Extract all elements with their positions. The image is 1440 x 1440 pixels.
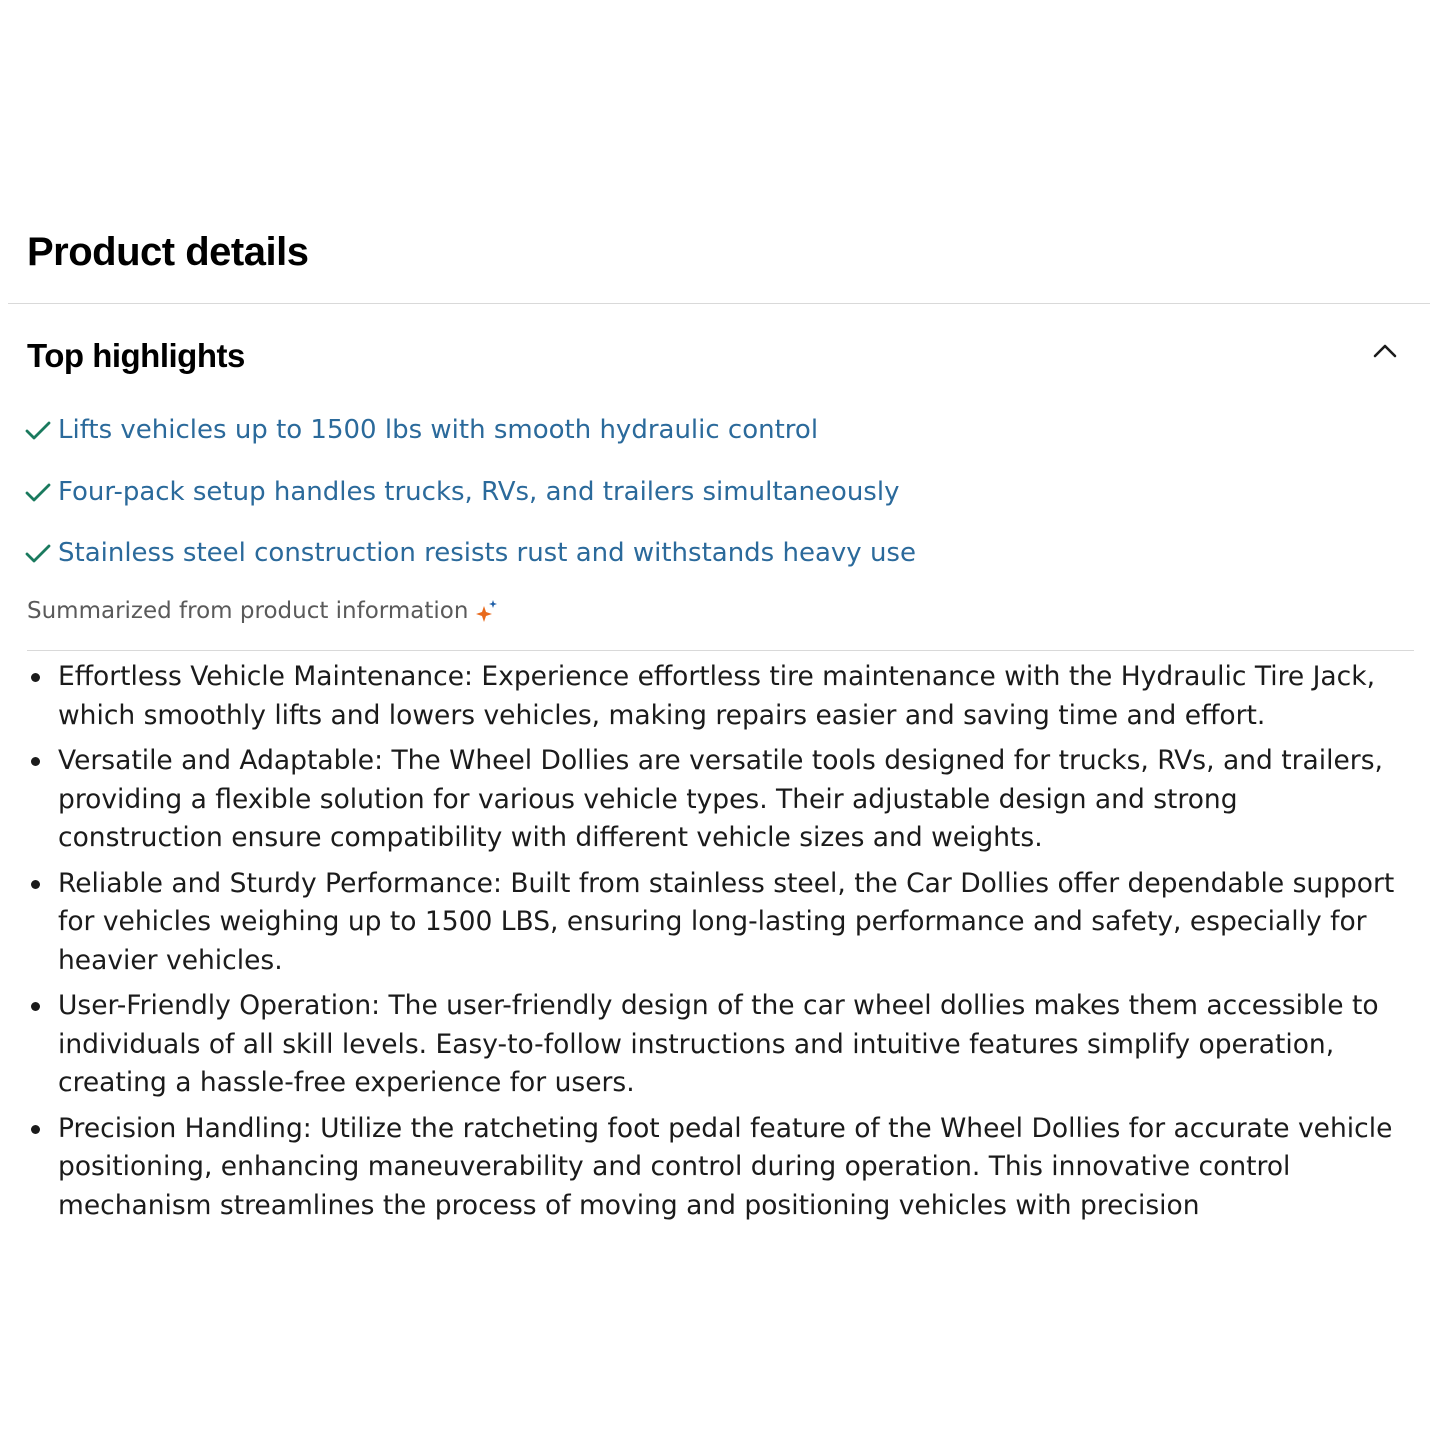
highlight-item (24, 408, 916, 452)
highlight-text: Four-pack setup handles trucks, RVs, and trailers simultaneously (58, 476, 900, 507)
bullet-dot (31, 1125, 40, 1134)
detail-text: Reliable and Sturdy Performance: Built from stainless steel, the Car Dollies offer dependable support (58, 867, 1395, 899)
product-details-list (58, 658, 1430, 1232)
detail-text: individuals of all skill levels. Easy-to-follow instructions and intuitive features simplify operation, (58, 1028, 1335, 1060)
detail-item (58, 865, 1430, 981)
detail-text: Precision Handling: Utilize the ratcheting foot pedal feature of the Wheel Dollies for accurate vehicle (58, 1112, 1393, 1144)
section-title: Top highlights (27, 337, 245, 374)
detail-text: Versatile and Adaptable: The Wheel Dollies are versatile tools designed for trucks, RVs, and trailers, (58, 745, 1383, 776)
page-title: Product details (27, 230, 309, 274)
detail-text: creating a hassle-free experience for users. (58, 1067, 635, 1098)
detail-text: Effortless Vehicle Maintenance: Experience effortless tire maintenance with the Hydraulic Tire Jack, (58, 661, 1376, 692)
collapse-button[interactable] (1366, 332, 1404, 370)
sparkle-icon (474, 598, 500, 624)
detail-text: construction ensure compatibility with different vehicle sizes and weights. (58, 822, 1043, 853)
detail-text: mechanism streamlines the process of moving and positioning vehicles with precision (58, 1189, 1200, 1221)
detail-item (58, 742, 1430, 858)
detail-text: providing a flexible solution for various vehicle types. Their adjustable design and strong (58, 783, 1238, 815)
check-icon (24, 416, 52, 444)
detail-item (58, 1110, 1430, 1226)
highlight-text: Stainless steel construction resists rust and withstands heavy use (58, 538, 916, 568)
bullet-dot (31, 757, 40, 766)
top-highlights-header[interactable] (0, 330, 1440, 382)
summary-note (27, 592, 500, 630)
chevron-up-icon (1372, 338, 1398, 364)
divider (27, 650, 1414, 651)
check-icon (24, 539, 52, 567)
detail-item (58, 658, 1430, 735)
check-icon (24, 478, 52, 506)
bullet-dot (31, 673, 40, 682)
highlight-item (24, 470, 916, 514)
bullet-dot (31, 1002, 40, 1011)
detail-text: User-Friendly Operation: The user-friendly design of the car wheel dollies makes them accessible to (58, 990, 1379, 1021)
detail-text: for vehicles weighing up to 1500 LBS, ensuring long-lasting performance and safety, especially for (58, 906, 1367, 937)
bullet-dot (31, 880, 40, 889)
highlights-list (24, 408, 916, 593)
detail-text: positioning, enhancing maneuverability and control during operation. This innovative control (58, 1151, 1291, 1182)
highlight-item (24, 531, 916, 575)
highlight-text: Lifts vehicles up to 1500 lbs with smooth hydraulic control (58, 415, 819, 445)
detail-text: heavier vehicles. (58, 944, 283, 976)
detail-item (58, 987, 1430, 1103)
summary-text: Summarized from product information (27, 598, 469, 624)
detail-text: which smoothly lifts and lowers vehicles, making repairs easier and saving time and effort. (58, 699, 1266, 731)
divider (8, 303, 1430, 304)
